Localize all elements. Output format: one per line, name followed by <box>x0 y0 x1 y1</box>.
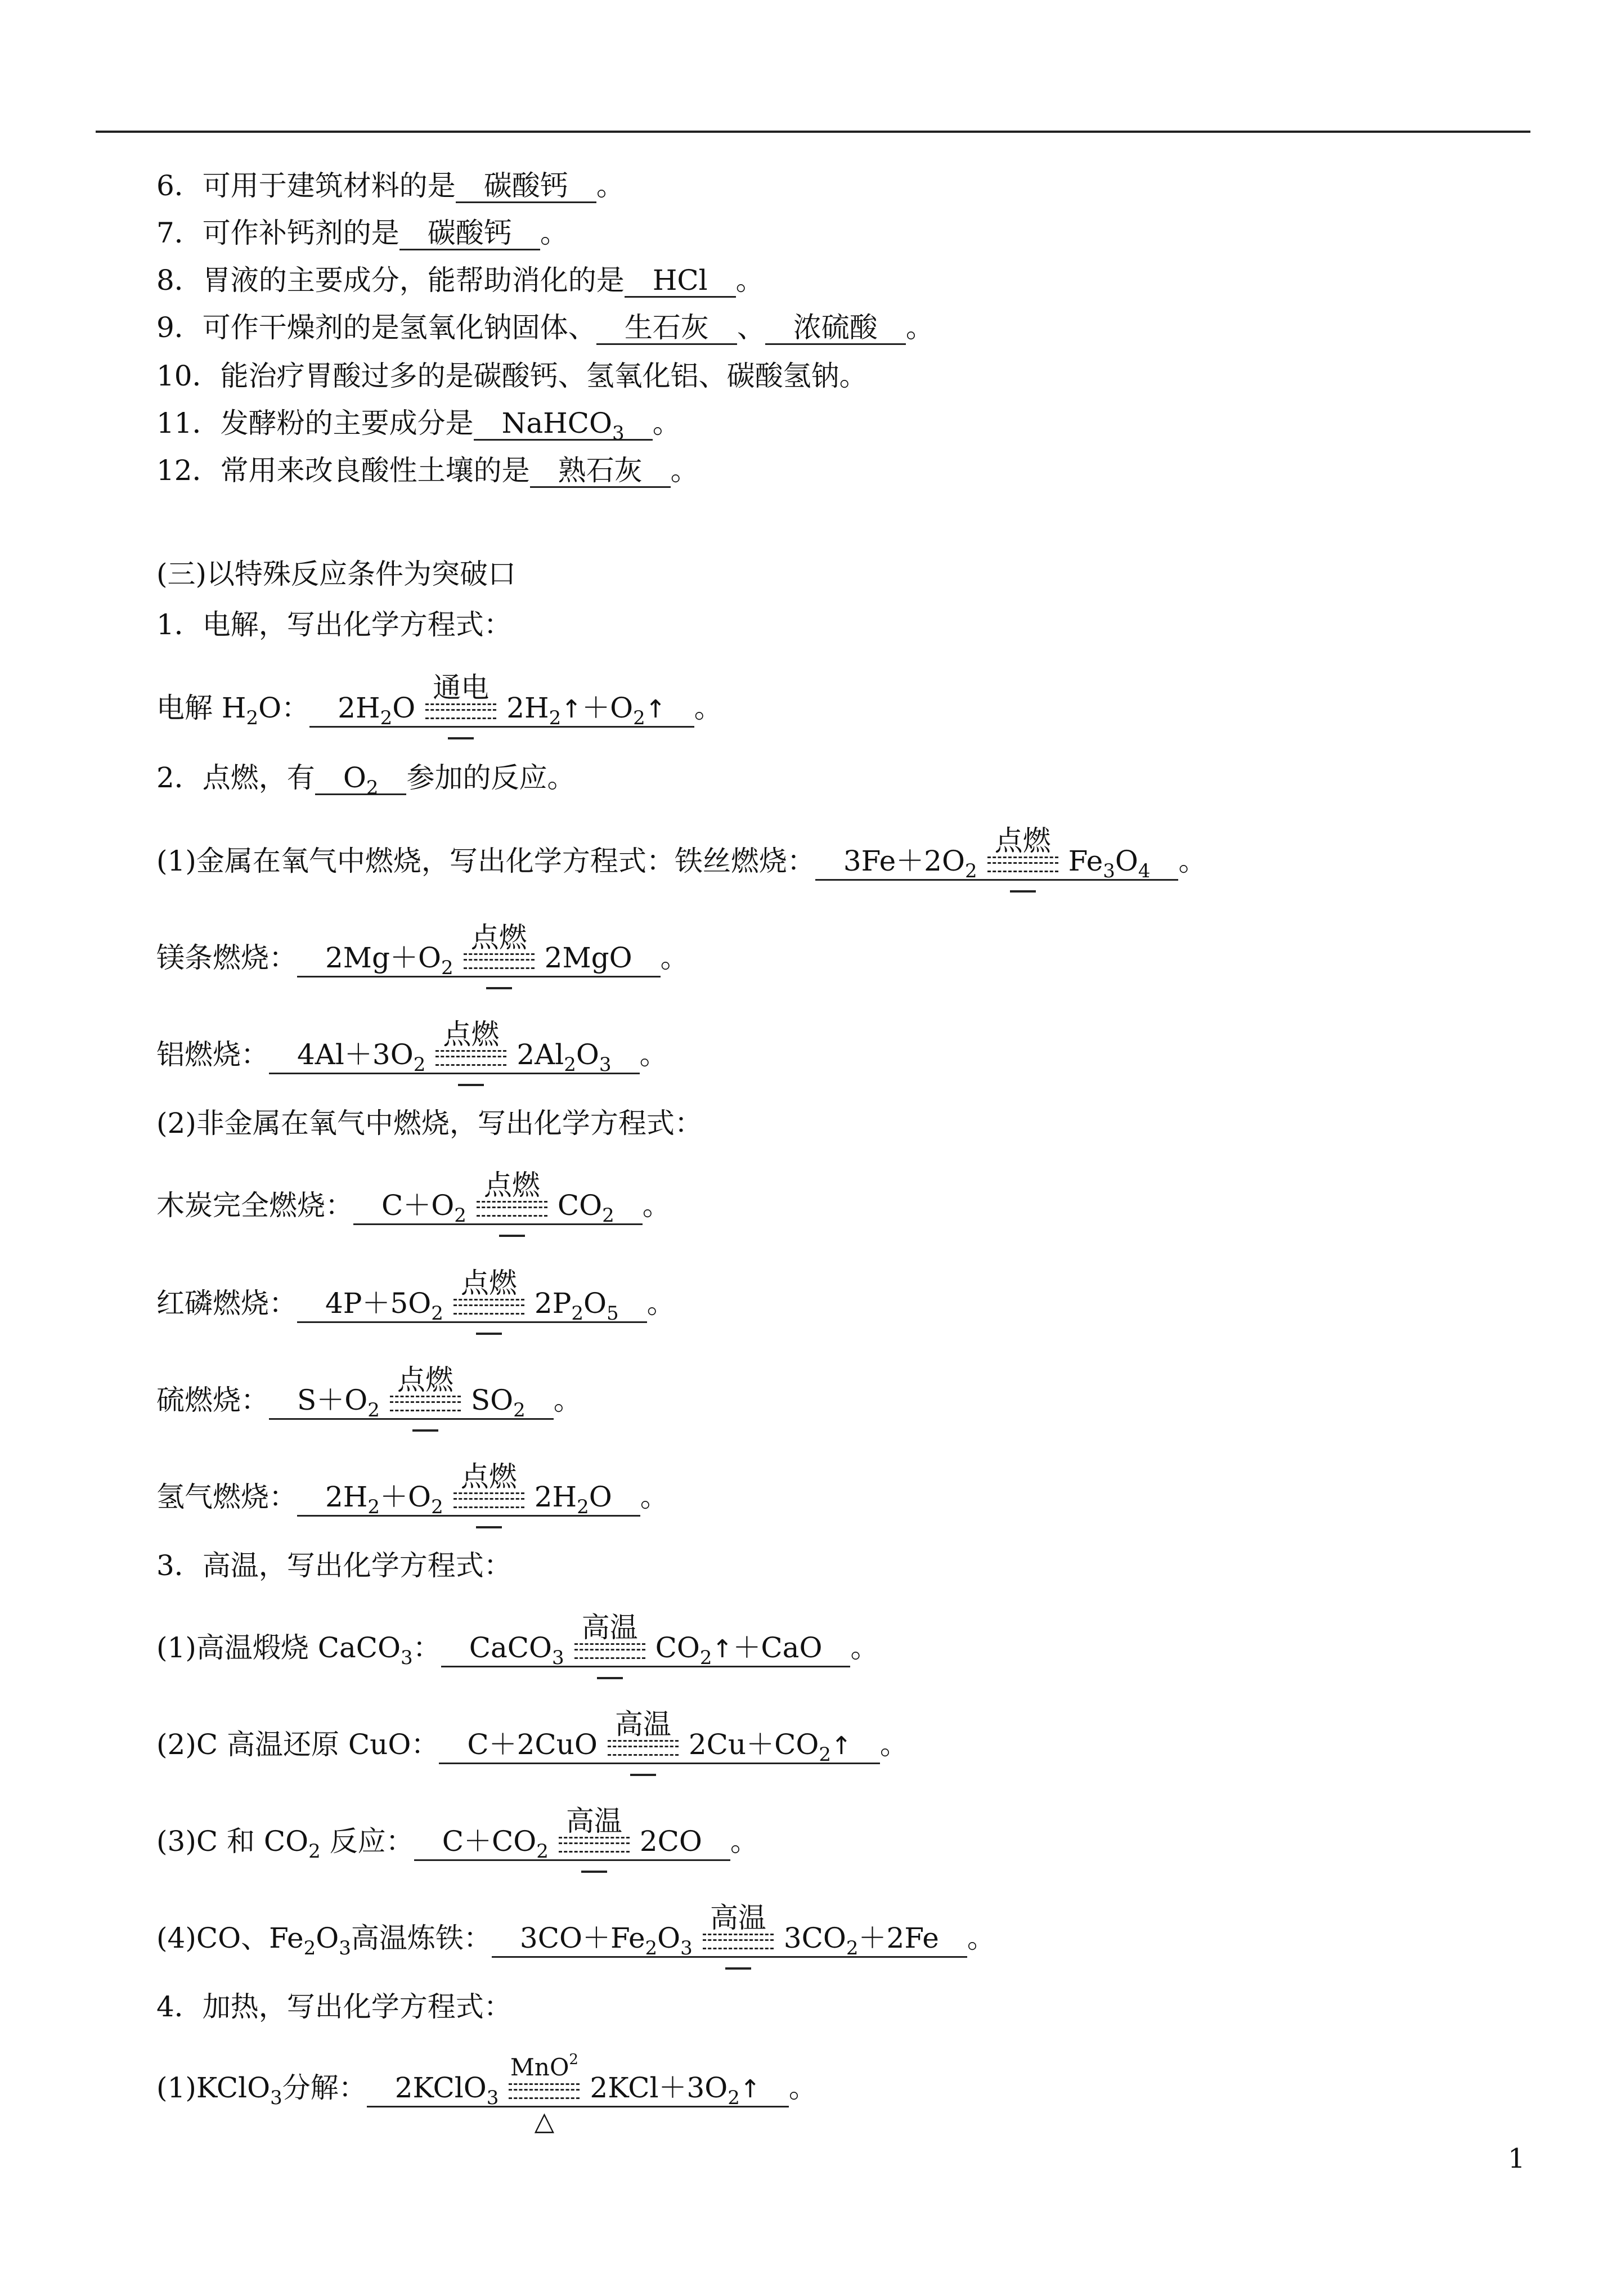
equation-sulfur: 硫燃烧： $S+O_2$ 点燃 $SO_2$ 。 <box>156 1383 582 1417</box>
answer-blank: $O_2$ <box>315 762 407 795</box>
answer-blank: $C+CO_2$ 高温 2CO <box>414 1826 730 1861</box>
item-3-heading: 3．高温，写出化学方程式： <box>156 1549 512 1582</box>
list-item-12: 12．常用来改良酸性土壤的是 熟石灰 。 <box>156 454 699 487</box>
answer-blank: $3CO+Fe_2O_3$ 高温 $3CO_2+2Fe$ <box>492 1922 967 1958</box>
item-4-heading: 4．加热，写出化学方程式： <box>156 1990 512 2023</box>
answer-blank: $2H_2O$ 通电 $2H_2↑+O_2↑$ <box>309 692 694 728</box>
answer-blank: 生石灰 <box>596 312 737 345</box>
item-2-heading: 2．点燃，有 $O_2$ 参加的反应。 <box>156 761 576 799</box>
list-item-6: 6．可用于建筑材料的是 碳酸钙 。 <box>156 169 625 202</box>
list-item-9: 9．可作干燥剂的是氢氧化钠固体、 生石灰 、 浓硫酸 。 <box>156 311 934 344</box>
equation-aluminum: 铝燃烧： $4Al+3O_2$ 点燃 $2Al_2O_3$ 。 <box>156 1038 668 1071</box>
answer-blank: 浓硫酸 <box>765 312 906 345</box>
header-rule <box>96 131 1530 133</box>
heat-symbol: △ <box>534 2106 555 2136</box>
equation-calcination: (1)高温煅烧 CaCO$_3$： CaCO$_3$ 高温 $CO_2↑+CaO$ 。 <box>156 1631 878 1665</box>
equation-electrolysis: 电解 $H_2O$： $2H_2O$ 通电 $2H_2↑+O_2↑$ 。 <box>156 691 722 725</box>
answer-blank: $4Al+3O_2$ 点燃 $2Al_2O_3$ <box>269 1039 640 1074</box>
answer-blank: HCl <box>625 264 736 298</box>
list-item-11: 11．发酵粉的主要成分是 NaHCO$_3$ 。 <box>156 407 681 445</box>
equation-carbon-reduction: (2)C 高温还原 CuO： C＋2CuO 高温 $2Cu+CO_2↑$ 。 <box>156 1728 908 1761</box>
answer-blank: $4P+5O_2$ 点燃 $2P_2O_5$ <box>297 1288 647 1323</box>
list-item-8: 8．胃液的主要成分，能帮助消化的是 HCl 。 <box>156 264 764 297</box>
answer-blank: 碳酸钙 <box>399 217 540 250</box>
list-item-7: 7．可作补钙剂的是 碳酸钙 。 <box>156 217 568 249</box>
answer-blank: $S+O_2$ 点燃 $SO_2$ <box>269 1384 554 1420</box>
equation-phosphorus: 红磷燃烧： $4P+5O_2$ 点燃 $2P_2O_5$ 。 <box>156 1286 675 1320</box>
list-item-10: 10．能治疗胃酸过多的是碳酸钙、氢氧化铝、碳酸氢钠。 <box>156 360 868 392</box>
answer-blank: $C+O_2$ 点燃 $CO_2$ <box>353 1190 643 1225</box>
item-1-heading: 1．电解，写出化学方程式： <box>156 608 512 641</box>
equation-iron: (1)金属在氧气中燃烧，写出化学方程式：铁丝燃烧： $3Fe+2O_2$ 点燃 $Fe_3O_4$ 。 <box>156 844 1206 878</box>
answer-blank: C＋2CuO 高温 $2Cu+CO_2↑$ <box>439 1729 880 1764</box>
answer-blank: NaHCO$_3$ <box>474 407 653 441</box>
equation-magnesium: 镁条燃烧： $2Mg+O_2$ 点燃 2MgO 。 <box>156 941 689 975</box>
answer-blank: 熟石灰 <box>530 455 671 488</box>
answer-blank: $3Fe+2O_2$ 点燃 $Fe_3O_4$ <box>815 845 1179 881</box>
answer-blank: 碳酸钙 <box>456 170 596 203</box>
answer-blank: CaCO$_3$ 高温 $CO_2↑+CaO$ <box>441 1632 851 1667</box>
equation-carbon-co2: (3)C 和 $CO_2$ 反应： $C+CO_2$ 高温 2CO 。 <box>156 1824 758 1858</box>
answer-blank: $2Mg+O_2$ 点燃 2MgO <box>297 942 661 977</box>
equation-kclo3: (1)KClO$_3$分解： 2KClO$_3$ MnO$^2$ △ $2KCl+3O_2↑$ 。 <box>156 2051 817 2136</box>
answer-blank: $2H_2+O_2$ 点燃 $2H_2O$ <box>297 1481 640 1517</box>
equation-iron-smelting: (4)CO、$Fe_2O_3$高温炼铁： $3CO+Fe_2O_3$ 高温 $3CO_2+2Fe$ 。 <box>156 1921 995 1955</box>
answer-blank: 2KClO$_3$ MnO$^2$ △ $2KCl+3O_2↑$ <box>367 2072 789 2107</box>
item-2-2-heading: (2)非金属在氧气中燃烧，写出化学方程式： <box>156 1107 703 1140</box>
page-number: 1 <box>1508 2143 1525 2174</box>
section-heading: (三)以特殊反应条件为突破口 <box>156 558 517 590</box>
equation-carbon: 木炭完全燃烧： $C+O_2$ 点燃 $CO_2$ 。 <box>156 1189 671 1222</box>
equation-hydrogen: 氢气燃烧： $2H_2+O_2$ 点燃 $2H_2O$ 。 <box>156 1480 668 1514</box>
